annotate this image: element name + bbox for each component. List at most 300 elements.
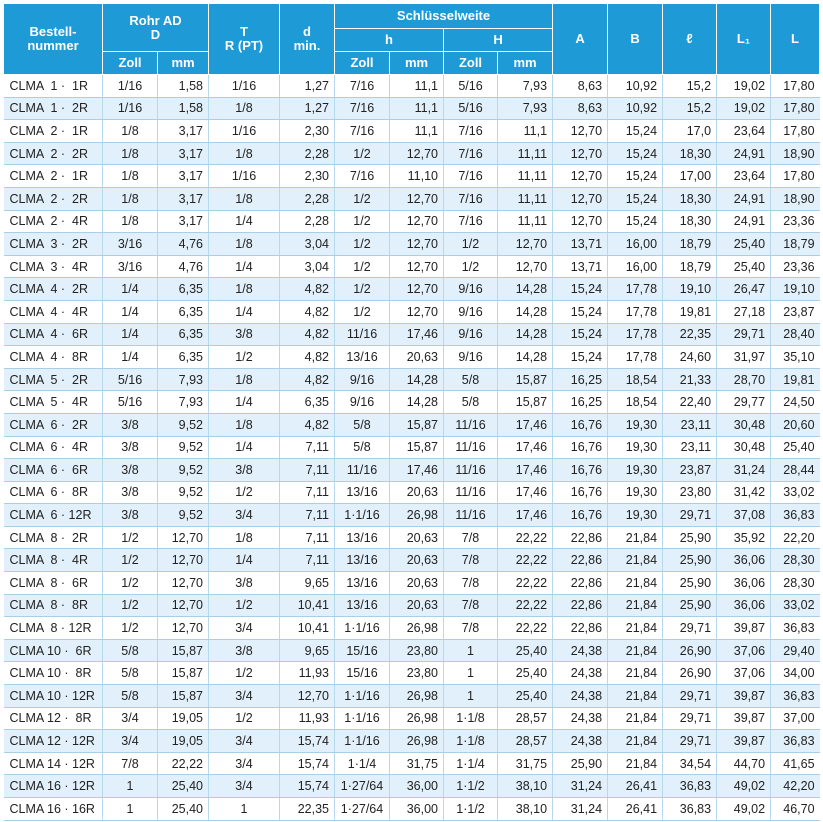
cell-l-script: 25,90 (663, 549, 717, 572)
cell-hh-zoll: 1·1/4 (444, 752, 498, 775)
cell-hh-mm: 22,22 (498, 549, 553, 572)
cell-h-mm: 12,70 (390, 233, 444, 256)
cell-t: 1/8 (209, 368, 280, 391)
header-zoll-label: Zoll (350, 55, 374, 70)
cell-b: 19,30 (608, 504, 663, 527)
cell-d: 7,11 (280, 549, 335, 572)
header-h-big (444, 29, 553, 52)
cell-h-mm: 23,80 (390, 662, 444, 685)
cell-rohr-zoll: 7/8 (103, 752, 158, 775)
cell-hh-mm: 25,40 (498, 639, 553, 662)
cell-l: 19,10 (771, 278, 820, 301)
cell-bestellnummer: CLMA 8 · 6R (4, 572, 103, 595)
cell-b: 15,24 (608, 120, 663, 143)
cell-h-zoll: 13/16 (335, 572, 390, 595)
cell-l-script: 23,11 (663, 413, 717, 436)
cell-l: 29,40 (771, 639, 820, 662)
cell-h-zoll: 1·1/16 (335, 617, 390, 640)
cell-hh-zoll: 7/8 (444, 572, 498, 595)
table-row (4, 255, 820, 278)
cell-hh-zoll: 1/2 (444, 233, 498, 256)
cell-rohr-mm: 6,35 (158, 346, 209, 369)
cell-l1: 30,48 (717, 436, 771, 459)
cell-hh-zoll: 11/16 (444, 481, 498, 504)
cell-d: 7,11 (280, 481, 335, 504)
cell-hh-zoll: 7/8 (444, 617, 498, 640)
cell-t: 1/2 (209, 594, 280, 617)
cell-bestellnummer: CLMA 3 · 2R (4, 233, 103, 256)
header-d (280, 4, 335, 75)
cell-l1: 36,06 (717, 594, 771, 617)
cell-bestellnummer: CLMA 16 · 12R (4, 775, 103, 798)
cell-rohr-zoll: 1/4 (103, 346, 158, 369)
cell-b: 21,84 (608, 707, 663, 730)
header-l-label: L (791, 31, 799, 46)
cell-t: 3/4 (209, 504, 280, 527)
cell-d: 6,35 (280, 391, 335, 414)
cell-rohr-mm: 12,70 (158, 594, 209, 617)
cell-hh-mm: 11,11 (498, 142, 553, 165)
cell-h-mm: 26,98 (390, 617, 444, 640)
cell-d: 4,82 (280, 368, 335, 391)
cell-hh-zoll: 11/16 (444, 436, 498, 459)
cell-hh-mm: 38,10 (498, 798, 553, 821)
cell-rohr-zoll: 3/4 (103, 707, 158, 730)
cell-rohr-zoll: 1/8 (103, 187, 158, 210)
cell-rohr-zoll: 3/8 (103, 481, 158, 504)
cell-bestellnummer: CLMA 6 · 8R (4, 481, 103, 504)
cell-l-script: 29,71 (663, 685, 717, 708)
cell-l-script: 36,83 (663, 775, 717, 798)
cell-rohr-zoll: 1/8 (103, 142, 158, 165)
cell-b: 21,84 (608, 752, 663, 775)
cell-t: 3/4 (209, 685, 280, 708)
cell-h-mm: 11,1 (390, 97, 444, 120)
header-h-big-mm (498, 52, 553, 75)
cell-l: 37,00 (771, 707, 820, 730)
cell-rohr-zoll: 1/2 (103, 526, 158, 549)
cell-a: 16,76 (553, 481, 608, 504)
cell-l1: 39,87 (717, 707, 771, 730)
cell-hh-mm: 17,46 (498, 481, 553, 504)
cell-rohr-zoll: 1/4 (103, 278, 158, 301)
table-row (4, 504, 820, 527)
cell-l1: 23,64 (717, 120, 771, 143)
cell-l-script: 34,54 (663, 752, 717, 775)
cell-b: 10,92 (608, 75, 663, 98)
cell-l-script: 15,2 (663, 75, 717, 98)
cell-hh-mm: 12,70 (498, 233, 553, 256)
header-b-label: B (630, 31, 640, 46)
cell-l-script: 25,90 (663, 572, 717, 595)
cell-l: 41,65 (771, 752, 820, 775)
cell-h-zoll: 13/16 (335, 526, 390, 549)
cell-h-mm: 20,63 (390, 549, 444, 572)
cell-rohr-mm: 15,87 (158, 685, 209, 708)
table-row (4, 210, 820, 233)
cell-b: 21,84 (608, 639, 663, 662)
cell-rohr-mm: 19,05 (158, 730, 209, 753)
cell-a: 25,90 (553, 752, 608, 775)
cell-b: 21,84 (608, 617, 663, 640)
header-l-script (663, 4, 717, 75)
cell-b: 19,30 (608, 481, 663, 504)
cell-h-mm: 12,70 (390, 278, 444, 301)
cell-t: 1 (209, 798, 280, 821)
cell-l1: 19,02 (717, 75, 771, 98)
cell-bestellnummer: CLMA 4 · 6R (4, 323, 103, 346)
cell-d: 10,41 (280, 617, 335, 640)
cell-hh-zoll: 7/8 (444, 526, 498, 549)
cell-b: 18,54 (608, 391, 663, 414)
cell-b: 21,84 (608, 549, 663, 572)
cell-h-mm: 11,10 (390, 165, 444, 188)
cell-rohr-mm: 3,17 (158, 165, 209, 188)
header-schluesselweite-label: Schlüsselweite (396, 8, 491, 23)
cell-h-zoll: 1/2 (335, 233, 390, 256)
cell-d: 10,41 (280, 594, 335, 617)
cell-l1: 30,48 (717, 413, 771, 436)
cell-d: 9,65 (280, 639, 335, 662)
cell-a: 12,70 (553, 187, 608, 210)
cell-hh-mm: 11,11 (498, 165, 553, 188)
table-header (4, 4, 820, 75)
cell-b: 21,84 (608, 685, 663, 708)
cell-bestellnummer: CLMA 2 · 2R (4, 187, 103, 210)
cell-h-mm: 26,98 (390, 685, 444, 708)
cell-hh-zoll: 5/8 (444, 368, 498, 391)
cell-hh-zoll: 1·1/8 (444, 730, 498, 753)
table-row (4, 368, 820, 391)
cell-rohr-zoll: 5/16 (103, 368, 158, 391)
cell-b: 18,54 (608, 368, 663, 391)
cell-rohr-mm: 15,87 (158, 662, 209, 685)
cell-rohr-mm: 6,35 (158, 323, 209, 346)
cell-l1: 29,77 (717, 391, 771, 414)
cell-l1: 24,91 (717, 210, 771, 233)
cell-b: 16,00 (608, 255, 663, 278)
table-row (4, 639, 820, 662)
cell-t: 3/4 (209, 730, 280, 753)
cell-h-mm: 11,1 (390, 75, 444, 98)
cell-hh-zoll: 7/16 (444, 187, 498, 210)
header-mm-label: mm (171, 55, 195, 70)
cell-l-script: 25,90 (663, 594, 717, 617)
cell-h-mm: 20,63 (390, 481, 444, 504)
header-h-small (335, 29, 444, 52)
cell-h-mm: 12,70 (390, 142, 444, 165)
cell-h-mm: 17,46 (390, 323, 444, 346)
cell-a: 22,86 (553, 549, 608, 572)
cell-l1: 24,91 (717, 142, 771, 165)
cell-b: 15,24 (608, 210, 663, 233)
cell-a: 16,76 (553, 436, 608, 459)
cell-bestellnummer: CLMA 6 · 6R (4, 459, 103, 482)
cell-l1: 25,40 (717, 255, 771, 278)
cell-t: 1/16 (209, 120, 280, 143)
cell-a: 31,24 (553, 775, 608, 798)
cell-h-zoll: 1·1/4 (335, 752, 390, 775)
cell-h-zoll: 1·1/16 (335, 707, 390, 730)
cell-l-script: 23,11 (663, 436, 717, 459)
cell-t: 3/8 (209, 572, 280, 595)
cell-t: 1/8 (209, 278, 280, 301)
cell-l1: 49,02 (717, 775, 771, 798)
cell-hh-zoll: 7/16 (444, 165, 498, 188)
cell-t: 1/4 (209, 391, 280, 414)
cell-rohr-zoll: 5/8 (103, 639, 158, 662)
cell-t: 1/8 (209, 97, 280, 120)
cell-d: 4,82 (280, 413, 335, 436)
cell-h-zoll: 1/2 (335, 278, 390, 301)
cell-hh-zoll: 5/8 (444, 391, 498, 414)
cell-t: 1/4 (209, 549, 280, 572)
cell-d: 2,28 (280, 142, 335, 165)
cell-bestellnummer: CLMA 2 · 1R (4, 120, 103, 143)
cell-rohr-mm: 9,52 (158, 481, 209, 504)
cell-h-mm: 12,70 (390, 300, 444, 323)
cell-l-script: 23,87 (663, 459, 717, 482)
cell-h-zoll: 1/2 (335, 255, 390, 278)
cell-h-mm: 26,98 (390, 504, 444, 527)
table-row (4, 594, 820, 617)
cell-b: 19,30 (608, 459, 663, 482)
cell-t: 1/8 (209, 233, 280, 256)
cell-d: 1,27 (280, 97, 335, 120)
cell-bestellnummer: CLMA 2 · 4R (4, 210, 103, 233)
header-h-small-zoll (335, 52, 390, 75)
cell-d: 3,04 (280, 233, 335, 256)
table-row (4, 436, 820, 459)
cell-d: 22,35 (280, 798, 335, 821)
cell-l-script: 18,30 (663, 210, 717, 233)
cell-d: 2,30 (280, 165, 335, 188)
cell-rohr-zoll: 3/16 (103, 255, 158, 278)
cell-d: 4,82 (280, 278, 335, 301)
cell-hh-mm: 17,46 (498, 459, 553, 482)
cell-b: 15,24 (608, 187, 663, 210)
cell-h-mm: 20,63 (390, 572, 444, 595)
cell-h-zoll: 13/16 (335, 594, 390, 617)
cell-l: 19,81 (771, 368, 820, 391)
cell-a: 16,76 (553, 459, 608, 482)
cell-l: 28,40 (771, 323, 820, 346)
cell-hh-zoll: 1 (444, 662, 498, 685)
cell-rohr-zoll: 5/8 (103, 685, 158, 708)
cell-hh-zoll: 9/16 (444, 300, 498, 323)
cell-h-zoll: 13/16 (335, 549, 390, 572)
cell-rohr-mm: 1,58 (158, 75, 209, 98)
cell-d: 4,82 (280, 300, 335, 323)
cell-b: 10,92 (608, 97, 663, 120)
cell-l-script: 22,35 (663, 323, 717, 346)
cell-b: 21,84 (608, 572, 663, 595)
cell-t: 3/4 (209, 752, 280, 775)
cell-hh-zoll: 7/16 (444, 120, 498, 143)
cell-hh-mm: 11,1 (498, 120, 553, 143)
cell-t: 1/2 (209, 346, 280, 369)
header-mm-label: mm (513, 55, 537, 70)
cell-h-zoll: 13/16 (335, 346, 390, 369)
cell-bestellnummer: CLMA 8 · 8R (4, 594, 103, 617)
cell-h-mm: 36,00 (390, 798, 444, 821)
header-rohr-ad (103, 4, 209, 52)
cell-h-mm: 23,80 (390, 639, 444, 662)
table-row (4, 685, 820, 708)
cell-hh-mm: 14,28 (498, 323, 553, 346)
cell-l: 36,83 (771, 730, 820, 753)
cell-bestellnummer: CLMA 6 · 12R (4, 504, 103, 527)
cell-a: 12,70 (553, 210, 608, 233)
cell-rohr-zoll: 3/8 (103, 504, 158, 527)
cell-l-script: 19,10 (663, 278, 717, 301)
cell-l: 23,36 (771, 255, 820, 278)
cell-h-zoll: 1·1/16 (335, 685, 390, 708)
table-row (4, 97, 820, 120)
cell-hh-zoll: 9/16 (444, 346, 498, 369)
cell-l1: 35,92 (717, 526, 771, 549)
cell-l: 36,83 (771, 504, 820, 527)
table-row (4, 798, 820, 821)
cell-a: 8,63 (553, 97, 608, 120)
cell-rohr-zoll: 3/16 (103, 233, 158, 256)
cell-h-mm: 15,87 (390, 413, 444, 436)
cell-l: 34,00 (771, 662, 820, 685)
cell-rohr-mm: 12,70 (158, 526, 209, 549)
cell-bestellnummer: CLMA 1 · 1R (4, 75, 103, 98)
cell-d: 7,11 (280, 436, 335, 459)
cell-rohr-mm: 25,40 (158, 798, 209, 821)
cell-bestellnummer: CLMA 6 · 2R (4, 413, 103, 436)
cell-l: 22,20 (771, 526, 820, 549)
cell-l: 36,83 (771, 685, 820, 708)
cell-l: 35,10 (771, 346, 820, 369)
cell-rohr-zoll: 1/8 (103, 210, 158, 233)
cell-h-mm: 14,28 (390, 391, 444, 414)
table-row (4, 572, 820, 595)
header-rohr-mm (158, 52, 209, 75)
cell-bestellnummer: CLMA 1 · 2R (4, 97, 103, 120)
cell-a: 12,70 (553, 165, 608, 188)
cell-h-zoll: 1/2 (335, 142, 390, 165)
table-row (4, 617, 820, 640)
cell-a: 22,86 (553, 526, 608, 549)
cell-d: 2,28 (280, 187, 335, 210)
table-body (4, 75, 820, 821)
cell-bestellnummer: CLMA 2 · 2R (4, 142, 103, 165)
cell-hh-mm: 22,22 (498, 572, 553, 595)
cell-rohr-zoll: 3/8 (103, 413, 158, 436)
cell-l1: 39,87 (717, 730, 771, 753)
cell-l: 28,44 (771, 459, 820, 482)
table-row (4, 707, 820, 730)
cell-l: 18,90 (771, 142, 820, 165)
header-l1 (717, 4, 771, 75)
cell-l-script: 29,71 (663, 504, 717, 527)
cell-t: 3/8 (209, 459, 280, 482)
cell-l-script: 36,83 (663, 798, 717, 821)
cell-d: 12,70 (280, 685, 335, 708)
cell-rohr-mm: 22,22 (158, 752, 209, 775)
cell-bestellnummer: CLMA 14 · 12R (4, 752, 103, 775)
cell-l: 18,79 (771, 233, 820, 256)
cell-l-script: 24,60 (663, 346, 717, 369)
cell-hh-zoll: 7/8 (444, 549, 498, 572)
cell-rohr-mm: 19,05 (158, 707, 209, 730)
cell-l1: 39,87 (717, 685, 771, 708)
cell-l-script: 26,90 (663, 639, 717, 662)
cell-l1: 44,70 (717, 752, 771, 775)
cell-b: 21,84 (608, 594, 663, 617)
cell-b: 16,00 (608, 233, 663, 256)
cell-hh-mm: 14,28 (498, 346, 553, 369)
cell-t: 1/8 (209, 187, 280, 210)
cell-l1: 49,02 (717, 798, 771, 821)
cell-hh-mm: 25,40 (498, 662, 553, 685)
cell-l: 25,40 (771, 436, 820, 459)
cell-l1: 37,06 (717, 639, 771, 662)
table-row (4, 730, 820, 753)
cell-l: 33,02 (771, 481, 820, 504)
cell-rohr-mm: 3,17 (158, 187, 209, 210)
cell-d: 7,11 (280, 526, 335, 549)
table-row (4, 323, 820, 346)
cell-hh-mm: 22,22 (498, 594, 553, 617)
cell-l: 28,30 (771, 572, 820, 595)
cell-l-script: 17,0 (663, 120, 717, 143)
cell-l: 36,83 (771, 617, 820, 640)
cell-l: 17,80 (771, 97, 820, 120)
cell-h-mm: 20,63 (390, 526, 444, 549)
cell-l1: 37,06 (717, 662, 771, 685)
cell-h-zoll: 9/16 (335, 368, 390, 391)
cell-hh-zoll: 1·1/8 (444, 707, 498, 730)
header-zoll-label: Zoll (118, 55, 142, 70)
cell-t: 3/8 (209, 639, 280, 662)
cell-l-script: 18,30 (663, 187, 717, 210)
cell-t: 3/8 (209, 323, 280, 346)
cell-rohr-mm: 12,70 (158, 617, 209, 640)
cell-l: 42,20 (771, 775, 820, 798)
cell-rohr-mm: 9,52 (158, 413, 209, 436)
cell-a: 24,38 (553, 639, 608, 662)
header-l1-label: L₁ (736, 31, 751, 46)
cell-d: 15,74 (280, 775, 335, 798)
header-t-label: T R (PT) (224, 24, 264, 53)
cell-l: 28,30 (771, 549, 820, 572)
cell-hh-mm: 7,93 (498, 75, 553, 98)
cell-t: 1/16 (209, 75, 280, 98)
cell-a: 24,38 (553, 685, 608, 708)
cell-d: 9,65 (280, 572, 335, 595)
cell-b: 21,84 (608, 730, 663, 753)
cell-hh-zoll: 11/16 (444, 504, 498, 527)
cell-h-zoll: 11/16 (335, 323, 390, 346)
cell-l: 23,87 (771, 300, 820, 323)
cell-a: 24,38 (553, 730, 608, 753)
cell-h-mm: 11,1 (390, 120, 444, 143)
cell-a: 22,86 (553, 617, 608, 640)
cell-l1: 26,47 (717, 278, 771, 301)
table-row (4, 187, 820, 210)
cell-h-mm: 36,00 (390, 775, 444, 798)
cell-bestellnummer: CLMA 4 · 4R (4, 300, 103, 323)
header-a-label: A (575, 31, 585, 46)
cell-l1: 31,97 (717, 346, 771, 369)
cell-hh-zoll: 7/8 (444, 594, 498, 617)
cell-l: 46,70 (771, 798, 820, 821)
cell-l: 17,80 (771, 75, 820, 98)
